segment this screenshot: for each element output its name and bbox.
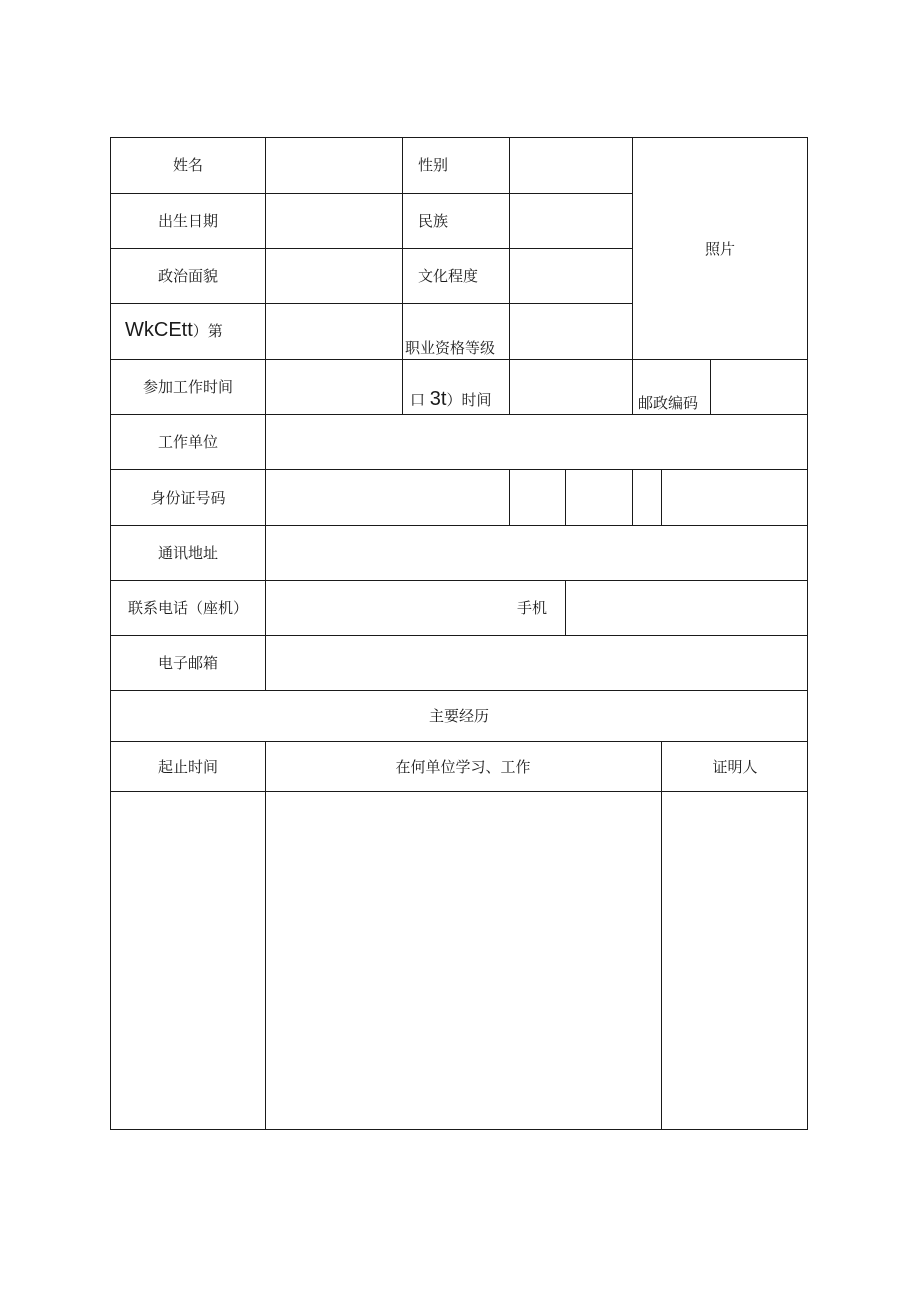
- work-start-label: 参加工作时间: [142, 378, 234, 396]
- row4-label: [125, 320, 223, 341]
- experience-section-title: 主要经历: [428, 707, 490, 725]
- ethnicity-field[interactable]: [510, 194, 632, 248]
- row5-label-garbled: 3t: [429, 388, 447, 410]
- experience-where-field[interactable]: [266, 792, 661, 1129]
- experience-col-where: 在何单位学习、工作: [395, 758, 531, 776]
- row4-label-suffix: ）第: [192, 322, 223, 340]
- table-border-right: [807, 137, 808, 1130]
- birth-date-label: 出生日期: [157, 212, 219, 230]
- row-divider: [110, 690, 808, 691]
- col-divider: [402, 137, 403, 415]
- mobile-label: 手机: [517, 599, 548, 617]
- row5-label-suffix: ）时间: [446, 391, 492, 409]
- id-number-label: 身份证号码: [150, 489, 226, 507]
- qualification-field[interactable]: [510, 304, 632, 359]
- ethnicity-label: 民族: [418, 212, 449, 230]
- education-field[interactable]: [510, 249, 632, 303]
- mobile-field[interactable]: [566, 581, 807, 635]
- row4-field[interactable]: [266, 304, 402, 359]
- row4-label-garbled: WkCEtt: [125, 319, 193, 341]
- qualification-label: 职业资格等级: [405, 339, 496, 357]
- gender-label: 性别: [418, 156, 449, 174]
- phone-label: 联系电话（座机）: [127, 599, 249, 617]
- experience-witness-field[interactable]: [662, 792, 807, 1129]
- employer-label: 工作单位: [157, 433, 219, 451]
- photo-area[interactable]: [633, 138, 807, 359]
- work-start-field[interactable]: [266, 360, 402, 414]
- experience-period-field[interactable]: [111, 792, 265, 1129]
- email-label: 电子邮箱: [157, 654, 219, 672]
- row5-label-prefix: 口: [410, 391, 426, 409]
- political-status-field[interactable]: [266, 249, 402, 303]
- address-field[interactable]: [266, 526, 807, 580]
- row-divider: [110, 359, 808, 360]
- postal-code-field[interactable]: [711, 360, 807, 414]
- political-status-label: 政治面貌: [157, 267, 219, 285]
- name-field[interactable]: [266, 138, 402, 193]
- phone-field[interactable]: [266, 581, 506, 635]
- row-divider: [110, 741, 808, 742]
- id-number-field[interactable]: [266, 470, 807, 525]
- experience-col-witness: 证明人: [712, 758, 758, 776]
- table-border-bottom: [110, 1129, 808, 1130]
- postal-code-label: 邮政编码: [638, 394, 699, 412]
- gender-field[interactable]: [510, 138, 632, 193]
- experience-col-period: 起止时间: [157, 758, 219, 776]
- name-label: 姓名: [172, 156, 204, 174]
- education-label: 文化程度: [418, 267, 479, 285]
- photo-label: 照片: [704, 240, 736, 258]
- address-label: 通讯地址: [157, 544, 219, 562]
- email-field[interactable]: [266, 636, 807, 690]
- employer-field[interactable]: [266, 415, 807, 469]
- row5-label: [410, 389, 492, 410]
- birth-date-field[interactable]: [266, 194, 402, 248]
- row5-field[interactable]: [510, 360, 632, 414]
